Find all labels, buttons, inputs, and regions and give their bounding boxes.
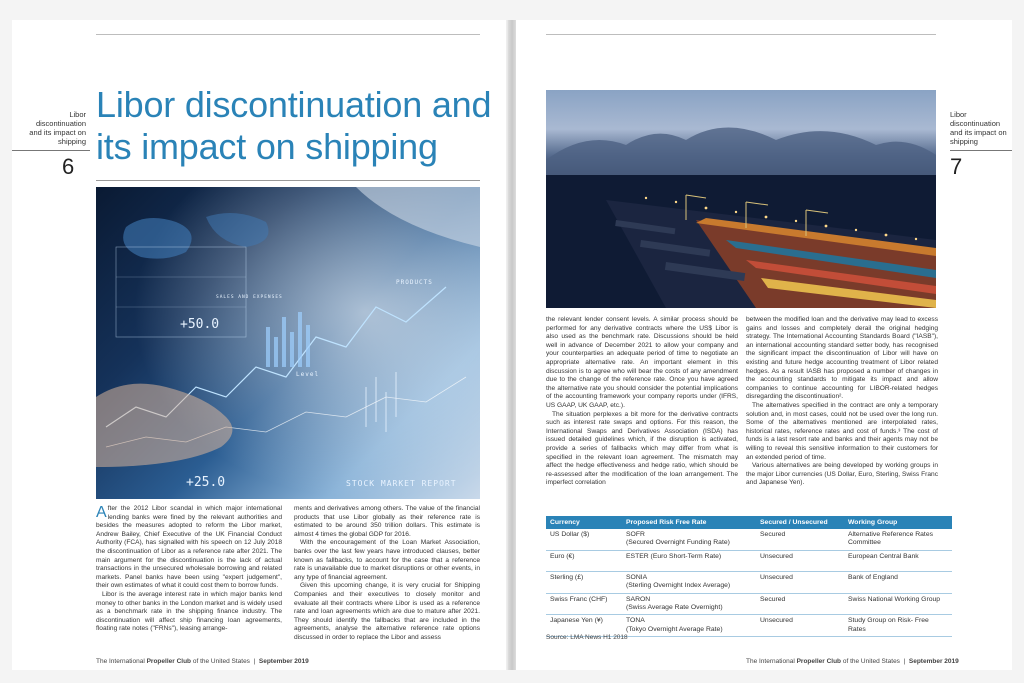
- table-cell: Euro (€): [546, 550, 622, 571]
- table-cell: Secured: [756, 593, 844, 615]
- right-column-1: [546, 316, 738, 488]
- table-cell: Alternative Reference Rates Committee: [844, 529, 952, 550]
- paragraph: Given this upcoming change, it is very crucial for Shipping Companies and their executives to closely monitor and evaluate all their contracts where Libor is used as a reference rate and loan agreements which are due to mature after 2021. They should identify the fallbacks that are included in the agreements, analyse the alternative reference rate options discussed in order to replace the Libor and assess: [294, 582, 480, 641]
- paragraph: fter the 2012 Libor scandal in which major international lending banks were fined by the relevant authorities and besides the measures adopted to reform the Libor market, Andrew Bailey, Chief Executive of the UK Financial Conduct Authority (FCA), has signalled with his speech on 12 July 2018 the discontinuation of Libor as a reference rate after 2021. The main argument for the discontinuation is the lack of actual transactions in the unsecured wholesale borrowing and related markets. Panel banks have been using "expert judgement", their own estimates of what it could cost them to borrow funds.: [96, 505, 282, 590]
- hero-label-plus50: +50.0: [180, 317, 220, 332]
- paragraph: Various alternatives are being developed by working groups in the major Libor currencies (US Dollar, Euro, Sterling, Swiss Franc and Japanese Yen).: [746, 462, 938, 487]
- table-cell: TONA (Tokyo Overnight Average Rate): [622, 615, 756, 637]
- hero-image-finance: [96, 187, 480, 499]
- table-row: [546, 571, 952, 593]
- hero-image-port: [546, 90, 936, 308]
- left-column-2: [294, 505, 480, 643]
- table-cell: US Dollar ($): [546, 529, 622, 550]
- table-cell: European Central Bank: [844, 550, 952, 571]
- top-rule: [96, 34, 480, 35]
- paragraph: the relevant lender consent levels. A similar process should be performed for any derivative contracts where the US$ Libor is also used as the benchmark rate. Discussions should be held well in advance of December 2021 to allow your company and your counterparties an adequate period of time to negotiate an appropriate alternative rate. An important element in this discussion is to agree who will bear the costs of any amendment due to the change of the reference rate. Once you have agreed the alternative rate you should consider the potential implications of the accounting framework your company reports under (IFRS, US GAAP, UK GAAP, etc.).: [546, 316, 738, 409]
- side-label: Libor discontinuation and its impact on shipping: [950, 110, 1007, 146]
- table-cell: Japanese Yen (¥): [546, 615, 622, 637]
- table-cell: Swiss Franc (CHF): [546, 593, 622, 615]
- table-cell: Secured: [756, 529, 844, 550]
- footer: [96, 658, 309, 665]
- title-rule: [96, 180, 480, 181]
- hero-label-plus25: +25.0: [186, 475, 226, 490]
- footer-suffix: of the United States: [841, 658, 900, 665]
- page-number: 6: [62, 154, 75, 179]
- table-cell: SONIA (Sterling Overnight Index Average): [622, 571, 756, 593]
- footer-suffix: of the United States: [191, 658, 250, 665]
- side-rule: [12, 150, 90, 151]
- paragraph: between the modified loan and the derivative may lead to excess gains and losses and completely derail the original hedging strategy. The International Accounting Standards Board ("IASB"), an international accounting standard setter body, has recognised the significant impact the discontinuation of Libor will have on existing and future hedge accounting treatment of Libor related hedges. As a result IASB has proposed a number of changes in the accounting standards to mitigate its impact and allow companies to continue accounting for LIBOR-related hedges disregarding the discontinuation².: [746, 316, 938, 401]
- table-cell: ESTER (Euro Short-Term Rate): [622, 550, 756, 571]
- table-header-row: [546, 516, 952, 529]
- table-cell: Study Group on Risk- Free Rates: [844, 615, 952, 637]
- footer-brand: Propeller Club: [146, 658, 192, 665]
- side-rule: [950, 150, 1012, 151]
- table-source: Source: LMA News H1 2018: [546, 634, 628, 641]
- footer-brand: Propeller Club: [796, 658, 842, 665]
- hero-label-level: Level: [296, 371, 320, 378]
- table-cell: Sterling (£): [546, 571, 622, 593]
- table-cell: Unsecured: [756, 571, 844, 593]
- footer: [746, 658, 959, 665]
- port-graphic: [546, 90, 936, 308]
- hero-label-stock-report: STOCK MARKET REPORT: [346, 479, 457, 488]
- paragraph: ments and derivatives among others. The value of the financial products that use Libor globally as their reference rate is estimated to be around 350 trillion dollars. This estimate is almost 4 times the global GDP for 2016.: [294, 505, 480, 538]
- footer-date: September 2019: [908, 658, 959, 665]
- table-cell: SOFR (Secured Overnight Funding Rate): [622, 529, 756, 550]
- table-row: [546, 550, 952, 571]
- left-page: [12, 20, 508, 670]
- footer-separator: |: [253, 658, 256, 665]
- paragraph: The situation perplexes a bit more for the derivative contracts such as interest rate swaps and options. For this reason, the International Swaps and Derivatives Association (ISDA) has issued detailed guidelines which, if the disruption is activated, provide a series of fallbacks which may differ from what is specified in the relevant loan agreement. The mismatch may affect the hedge effectiveness and hedge ratio, which should be re-assessed after the modification of the loan arrangement. The imperfect correlation: [546, 410, 738, 487]
- table-cell: Unsecured: [756, 615, 844, 637]
- footer-prefix: The International: [96, 658, 147, 665]
- dropcap: A: [96, 504, 107, 521]
- table-cell: SARON (Swiss Average Rate Overnight): [622, 593, 756, 615]
- paragraph: With the encouragement of the Loan Market Association, banks over the last few years have introduced clauses, better known as fallbacks, to account for the case that a reference rate is unavailable due to market disruptions or other events, in any type of financial agreement.: [294, 539, 480, 581]
- column-header: Secured / Unsecured: [756, 516, 844, 529]
- footer-date: September 2019: [258, 658, 309, 665]
- table-cell: Bank of England: [844, 571, 952, 593]
- table-row: [546, 529, 952, 550]
- footer-separator: |: [903, 658, 906, 665]
- footer-prefix: The International: [746, 658, 797, 665]
- top-rule: [546, 34, 936, 35]
- table-cell: Swiss National Working Group: [844, 593, 952, 615]
- table-row: [546, 593, 952, 615]
- column-header: Proposed Risk Free Rate: [622, 516, 756, 529]
- left-column-1: [96, 505, 282, 634]
- side-label: Libor discontinuation and its impact on shipping: [29, 110, 86, 146]
- risk-free-rates-table: [546, 516, 952, 637]
- finance-graphic: [96, 187, 480, 499]
- right-page: [516, 20, 1012, 670]
- page-title: Libor discontinuation and its impact on shipping: [96, 84, 492, 167]
- hero-label-products: PRODUCTS: [396, 279, 433, 286]
- right-column-2: [746, 316, 938, 488]
- page-number: 7: [950, 154, 963, 179]
- paragraph: Libor is the average interest rate in which major banks lend money to other banks in the London market and is widely used as a benchmark rate in the shipping finance industry. The discontinuation will affect ship financing loan agreements, floating rate notes ("FRNs"), leasing arrange-: [96, 590, 282, 633]
- table-cell: Unsecured: [756, 550, 844, 571]
- paragraph: The alternatives specified in the contract are only a temporary solution and, in most cases, could not be used over the long run. Some of the alternatives mentioned are interpolated rates, historical rates, reference rates and cost of funds.³ The cost of funds is a last resort rate and banks and their agents may not be willing to reveal this sensitive information to their customers for an extended period of time.: [746, 401, 938, 461]
- column-header: Currency: [546, 516, 622, 529]
- column-header: Working Group: [844, 516, 952, 529]
- hero-label-sales: SALES AND EXPENSES: [216, 295, 283, 300]
